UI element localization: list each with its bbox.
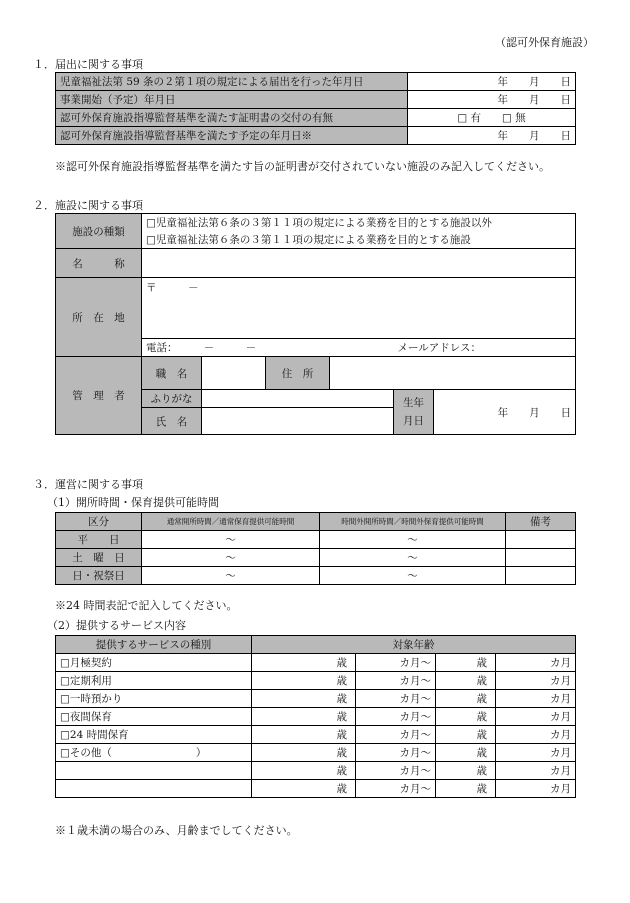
hours-row-label: 日・祝祭日	[56, 567, 142, 585]
age-from-years[interactable]: 歳	[252, 672, 356, 690]
birthdate-label-line2: 月日	[403, 415, 424, 427]
hours-subtitle: （1）開所時間・保育提供可能時間	[47, 496, 219, 509]
row-label: 児童福祉法第 59 条の２第１項の規定による届出を行った年月日	[56, 73, 408, 91]
services-subtitle: （2）提供するサービス内容	[47, 619, 186, 632]
job-title-field[interactable]	[202, 357, 266, 390]
age-to-years[interactable]: 歳	[436, 780, 496, 798]
person-name-field[interactable]	[202, 408, 394, 435]
age-to-months[interactable]: カ月	[496, 672, 576, 690]
service-row	[56, 744, 576, 762]
overtime-hours-field[interactable]: ～	[320, 567, 506, 585]
age-to-years[interactable]: 歳	[436, 726, 496, 744]
address-label: 住 所	[266, 357, 330, 390]
hours-header-category: 区分	[56, 513, 142, 531]
age-from-months[interactable]: カ月～	[356, 780, 436, 798]
services-header-age: 対象年齢	[252, 636, 576, 654]
age-from-months[interactable]: カ月～	[356, 726, 436, 744]
birthdate-label-line1: 生年	[403, 397, 424, 409]
age-to-months[interactable]: カ月	[496, 690, 576, 708]
section1-row	[56, 109, 576, 127]
age-from-years[interactable]: 歳	[252, 708, 356, 726]
age-from-years[interactable]: 歳	[252, 762, 356, 780]
row-label: 認可外保育施設指導監督基準を満たす証明書の交付の有無	[56, 109, 408, 127]
facility-type-option-2[interactable]: □児童福祉法第６条の３第１１項の規定による業務を目的とする施設	[142, 231, 576, 249]
certificate-checkbox[interactable]: □ 有 □ 無	[408, 109, 576, 127]
age-to-months[interactable]: カ月	[496, 744, 576, 762]
furigana-field[interactable]	[202, 390, 394, 408]
service-row	[56, 654, 576, 672]
normal-hours-field[interactable]: ～	[142, 531, 320, 549]
age-to-months[interactable]: カ月	[496, 780, 576, 798]
service-type-checkbox[interactable]: □定期利用	[56, 672, 252, 690]
service-type-checkbox[interactable]	[56, 762, 252, 780]
hours-header-normal: 通常開所時間／通常保育提供可能時間	[142, 513, 320, 531]
facility-category: （認可外保育施設）	[495, 36, 594, 49]
facility-type-option-1[interactable]: □児童福祉法第６条の３第１１項の規定による業務を目的とする施設以外	[142, 214, 576, 232]
hours-row-label: 平 日	[56, 531, 142, 549]
hours-table	[55, 512, 576, 585]
date-field[interactable]: 年 月 日	[408, 127, 576, 145]
age-to-months[interactable]: カ月	[496, 762, 576, 780]
facility-name-label: 名 称	[56, 249, 142, 278]
service-row	[56, 672, 576, 690]
row-label: 事業開始（予定）年月日	[56, 91, 408, 109]
service-type-checkbox[interactable]	[56, 780, 252, 798]
age-to-years[interactable]: 歳	[436, 690, 496, 708]
remarks-field[interactable]	[506, 531, 576, 549]
age-to-years[interactable]: 歳	[436, 744, 496, 762]
hours-row-label: 土 曜 日	[56, 549, 142, 567]
postal-field[interactable]: 〒 －	[142, 278, 576, 339]
service-type-checkbox[interactable]: □24 時間保育	[56, 726, 252, 744]
section1-table	[55, 72, 576, 145]
age-to-years[interactable]: 歳	[436, 654, 496, 672]
age-from-years[interactable]: 歳	[252, 726, 356, 744]
services-note: ※１歳未満の場合のみ、月齢までしてください。	[55, 824, 298, 837]
hours-header-remarks: 備考	[506, 513, 576, 531]
person-name-label: 氏 名	[142, 408, 202, 435]
section1-row	[56, 127, 576, 145]
section2-table	[55, 213, 576, 435]
remarks-field[interactable]	[506, 549, 576, 567]
location-label: 所 在 地	[56, 278, 142, 357]
section2-title: ２．施設に関する事項	[33, 199, 143, 212]
section1-row	[56, 73, 576, 91]
section1-row	[56, 91, 576, 109]
section1-note: ※認可外保育施設指導監督基準を満たす旨の証明書が交付されていない施設のみ記入してください。	[55, 160, 550, 173]
furigana-label: ふりがな	[142, 390, 202, 408]
normal-hours-field[interactable]: ～	[142, 549, 320, 567]
phone-field[interactable]: 電話： － －	[142, 339, 394, 357]
date-field[interactable]: 年 月 日	[408, 73, 576, 91]
service-type-checkbox[interactable]: □その他（ ）	[56, 744, 252, 762]
services-header-type: 提供するサービスの種別	[56, 636, 252, 654]
email-field[interactable]: メールアドレス：	[394, 339, 576, 357]
age-from-months[interactable]: カ月～	[356, 690, 436, 708]
overtime-hours-field[interactable]: ～	[320, 549, 506, 567]
row-label: 認可外保育施設指導監督基準を満たす予定の年月日※	[56, 127, 408, 145]
address-field[interactable]	[330, 357, 576, 390]
remarks-field[interactable]	[506, 567, 576, 585]
age-to-years[interactable]: 歳	[436, 762, 496, 780]
age-to-months[interactable]: カ月	[496, 708, 576, 726]
job-title-label: 職 名	[142, 357, 202, 390]
services-table	[55, 635, 576, 798]
service-row	[56, 708, 576, 726]
age-from-months[interactable]: カ月～	[356, 708, 436, 726]
age-to-years[interactable]: 歳	[436, 672, 496, 690]
normal-hours-field[interactable]: ～	[142, 567, 320, 585]
service-row	[56, 762, 576, 780]
birthdate-field[interactable]: 年 月 日	[434, 390, 576, 435]
overtime-hours-field[interactable]: ～	[320, 531, 506, 549]
hours-note: ※24 時間表記で記入してください。	[55, 599, 238, 612]
age-from-months[interactable]: カ月～	[356, 744, 436, 762]
age-from-years[interactable]: 歳	[252, 654, 356, 672]
age-to-months[interactable]: カ月	[496, 654, 576, 672]
section1-title: １．届出に関する事項	[33, 58, 143, 71]
services-rows	[56, 654, 576, 798]
age-to-months[interactable]: カ月	[496, 726, 576, 744]
hours-header-overtime: 時間外開所時間／時間外保育提供可能時間	[320, 513, 506, 531]
age-from-years[interactable]: 歳	[252, 690, 356, 708]
facility-type-label: 施設の種類	[56, 214, 142, 249]
service-type-checkbox[interactable]: □夜間保育	[56, 708, 252, 726]
service-row	[56, 726, 576, 744]
age-from-years[interactable]: 歳	[252, 780, 356, 798]
service-row	[56, 780, 576, 798]
age-to-years[interactable]: 歳	[436, 708, 496, 726]
age-from-years[interactable]: 歳	[252, 744, 356, 762]
age-from-months[interactable]: カ月～	[356, 762, 436, 780]
age-from-months[interactable]: カ月～	[356, 654, 436, 672]
service-type-checkbox[interactable]: □一時預かり	[56, 690, 252, 708]
age-from-months[interactable]: カ月～	[356, 672, 436, 690]
service-row	[56, 690, 576, 708]
section3-title: ３．運営に関する事項	[33, 478, 143, 491]
facility-name-field[interactable]	[142, 249, 576, 278]
service-type-checkbox[interactable]: □月極契約	[56, 654, 252, 672]
manager-label: 管 理 者	[56, 357, 142, 435]
birthdate-label	[394, 390, 434, 435]
date-field[interactable]: 年 月 日	[408, 91, 576, 109]
